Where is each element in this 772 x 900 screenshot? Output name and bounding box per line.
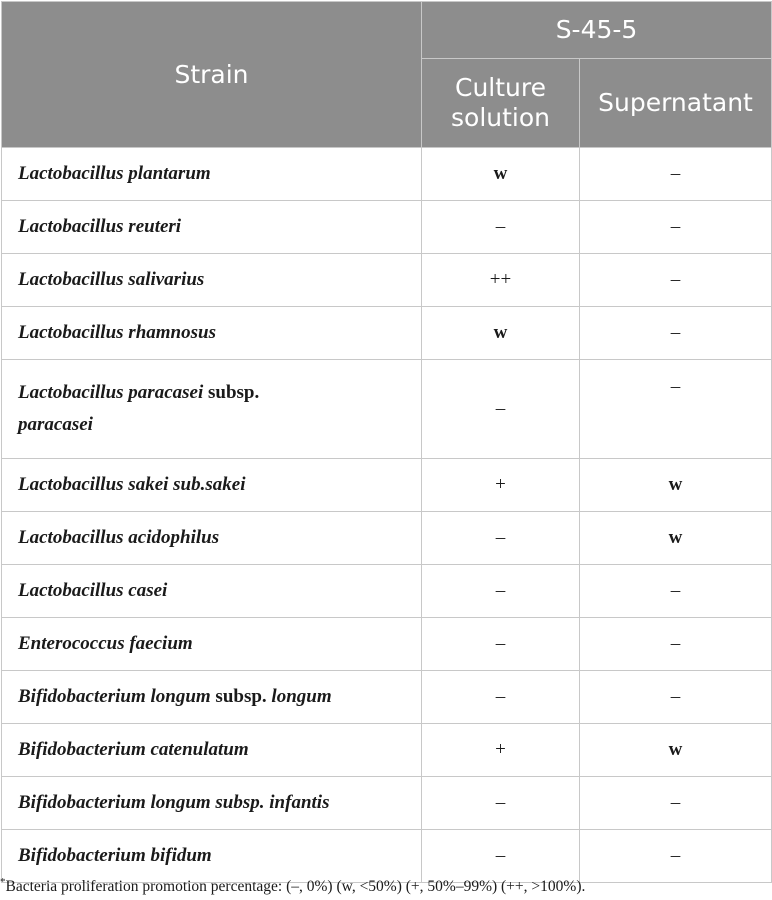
culture-cell: w: [422, 148, 580, 201]
culture-cell: –: [422, 360, 580, 459]
table-row: [2, 307, 772, 360]
supernatant-cell: –: [580, 360, 772, 459]
table-footnote: [0, 876, 772, 896]
strain-name: Lactobacillus salivarius: [18, 269, 205, 290]
culture-cell: –: [422, 777, 580, 830]
strain-subsp-text: subsp.: [203, 382, 260, 403]
strain-cell: [2, 148, 422, 201]
strain-name: Bifidobacterium longum subsp. infantis: [18, 792, 330, 813]
supernatant-cell: –: [580, 307, 772, 360]
strain-subspecies: paracasei: [18, 414, 93, 435]
supernatant-cell: w: [580, 512, 772, 565]
s-45-5-group-header: S-45-5: [422, 2, 772, 59]
strain-name: Enterococcus faecium: [18, 633, 193, 654]
table-row: [2, 724, 772, 777]
strain-cell: [2, 618, 422, 671]
table-row: [2, 777, 772, 830]
footnote-marker: *: [0, 876, 6, 888]
strain-cell: [2, 830, 422, 883]
supernatant-cell: –: [580, 777, 772, 830]
table-row: [2, 201, 772, 254]
strain-name: Lactobacillus acidophilus: [18, 527, 220, 548]
supernatant-cell: w: [580, 724, 772, 777]
culture-cell: –: [422, 618, 580, 671]
strain-name: Bifidobacterium longum: [18, 686, 211, 707]
strain-name: Bifidobacterium catenulatum: [18, 739, 249, 760]
supernatant-cell: –: [580, 201, 772, 254]
culture-cell: –: [422, 512, 580, 565]
table-row: [2, 512, 772, 565]
strain-cell: [2, 565, 422, 618]
strain-name: Lactobacillus rhamnosus: [18, 322, 216, 343]
strain-cell: [2, 254, 422, 307]
table-row: [2, 618, 772, 671]
strain-cell: [2, 459, 422, 512]
strain-cell: [2, 360, 422, 459]
supernatant-header: Supernatant: [580, 59, 772, 148]
supernatant-cell: –: [580, 830, 772, 883]
supernatant-cell: –: [580, 671, 772, 724]
strain-name: Lactobacillus reuteri: [18, 216, 182, 237]
supernatant-cell: w: [580, 459, 772, 512]
supernatant-cell: –: [580, 565, 772, 618]
strain-name: Lactobacillus plantarum: [18, 163, 211, 184]
table-body: [2, 148, 772, 883]
results-table: [1, 1, 772, 883]
strain-cell: [2, 777, 422, 830]
table-header: [2, 2, 772, 148]
table-row: [2, 360, 772, 459]
supernatant-cell: –: [580, 254, 772, 307]
strain-cell: [2, 724, 422, 777]
strain-name: Bifidobacterium bifidum: [18, 845, 212, 866]
culture-cell: –: [422, 830, 580, 883]
strain-cell: [2, 512, 422, 565]
culture-cell: +: [422, 459, 580, 512]
footnote-text: Bacteria proliferation promotion percentage: (–, 0%) (w, <50%) (+, 50%–99%) (++, >100%).: [5, 878, 586, 896]
culture-solution-header: [422, 59, 580, 148]
table-row: [2, 254, 772, 307]
culture-cell: w: [422, 307, 580, 360]
culture-cell: –: [422, 565, 580, 618]
culture-header-line2: solution: [451, 103, 550, 132]
strain-column-header: Strain: [2, 2, 422, 148]
strain-cell: [2, 671, 422, 724]
strain-cell: [2, 307, 422, 360]
strain-subspecies: longum: [271, 686, 332, 707]
table-row: [2, 148, 772, 201]
culture-cell: –: [422, 671, 580, 724]
table-row: [2, 565, 772, 618]
culture-cell: –: [422, 201, 580, 254]
strain-name: Lactobacillus sakei sub.sakei: [18, 474, 246, 495]
supernatant-cell: –: [580, 618, 772, 671]
results-table-container: [1, 1, 771, 883]
supernatant-cell: –: [580, 148, 772, 201]
culture-header-line1: Culture: [454, 73, 546, 102]
strain-name: Lactobacillus paracasei: [18, 382, 204, 403]
strain-subsp-text: subsp.: [210, 686, 272, 707]
table-row: [2, 459, 772, 512]
culture-cell: +: [422, 724, 580, 777]
culture-cell: ++: [422, 254, 580, 307]
table-row: [2, 671, 772, 724]
strain-cell: [2, 201, 422, 254]
strain-name: Lactobacillus casei: [18, 580, 168, 601]
table-row: [2, 830, 772, 883]
